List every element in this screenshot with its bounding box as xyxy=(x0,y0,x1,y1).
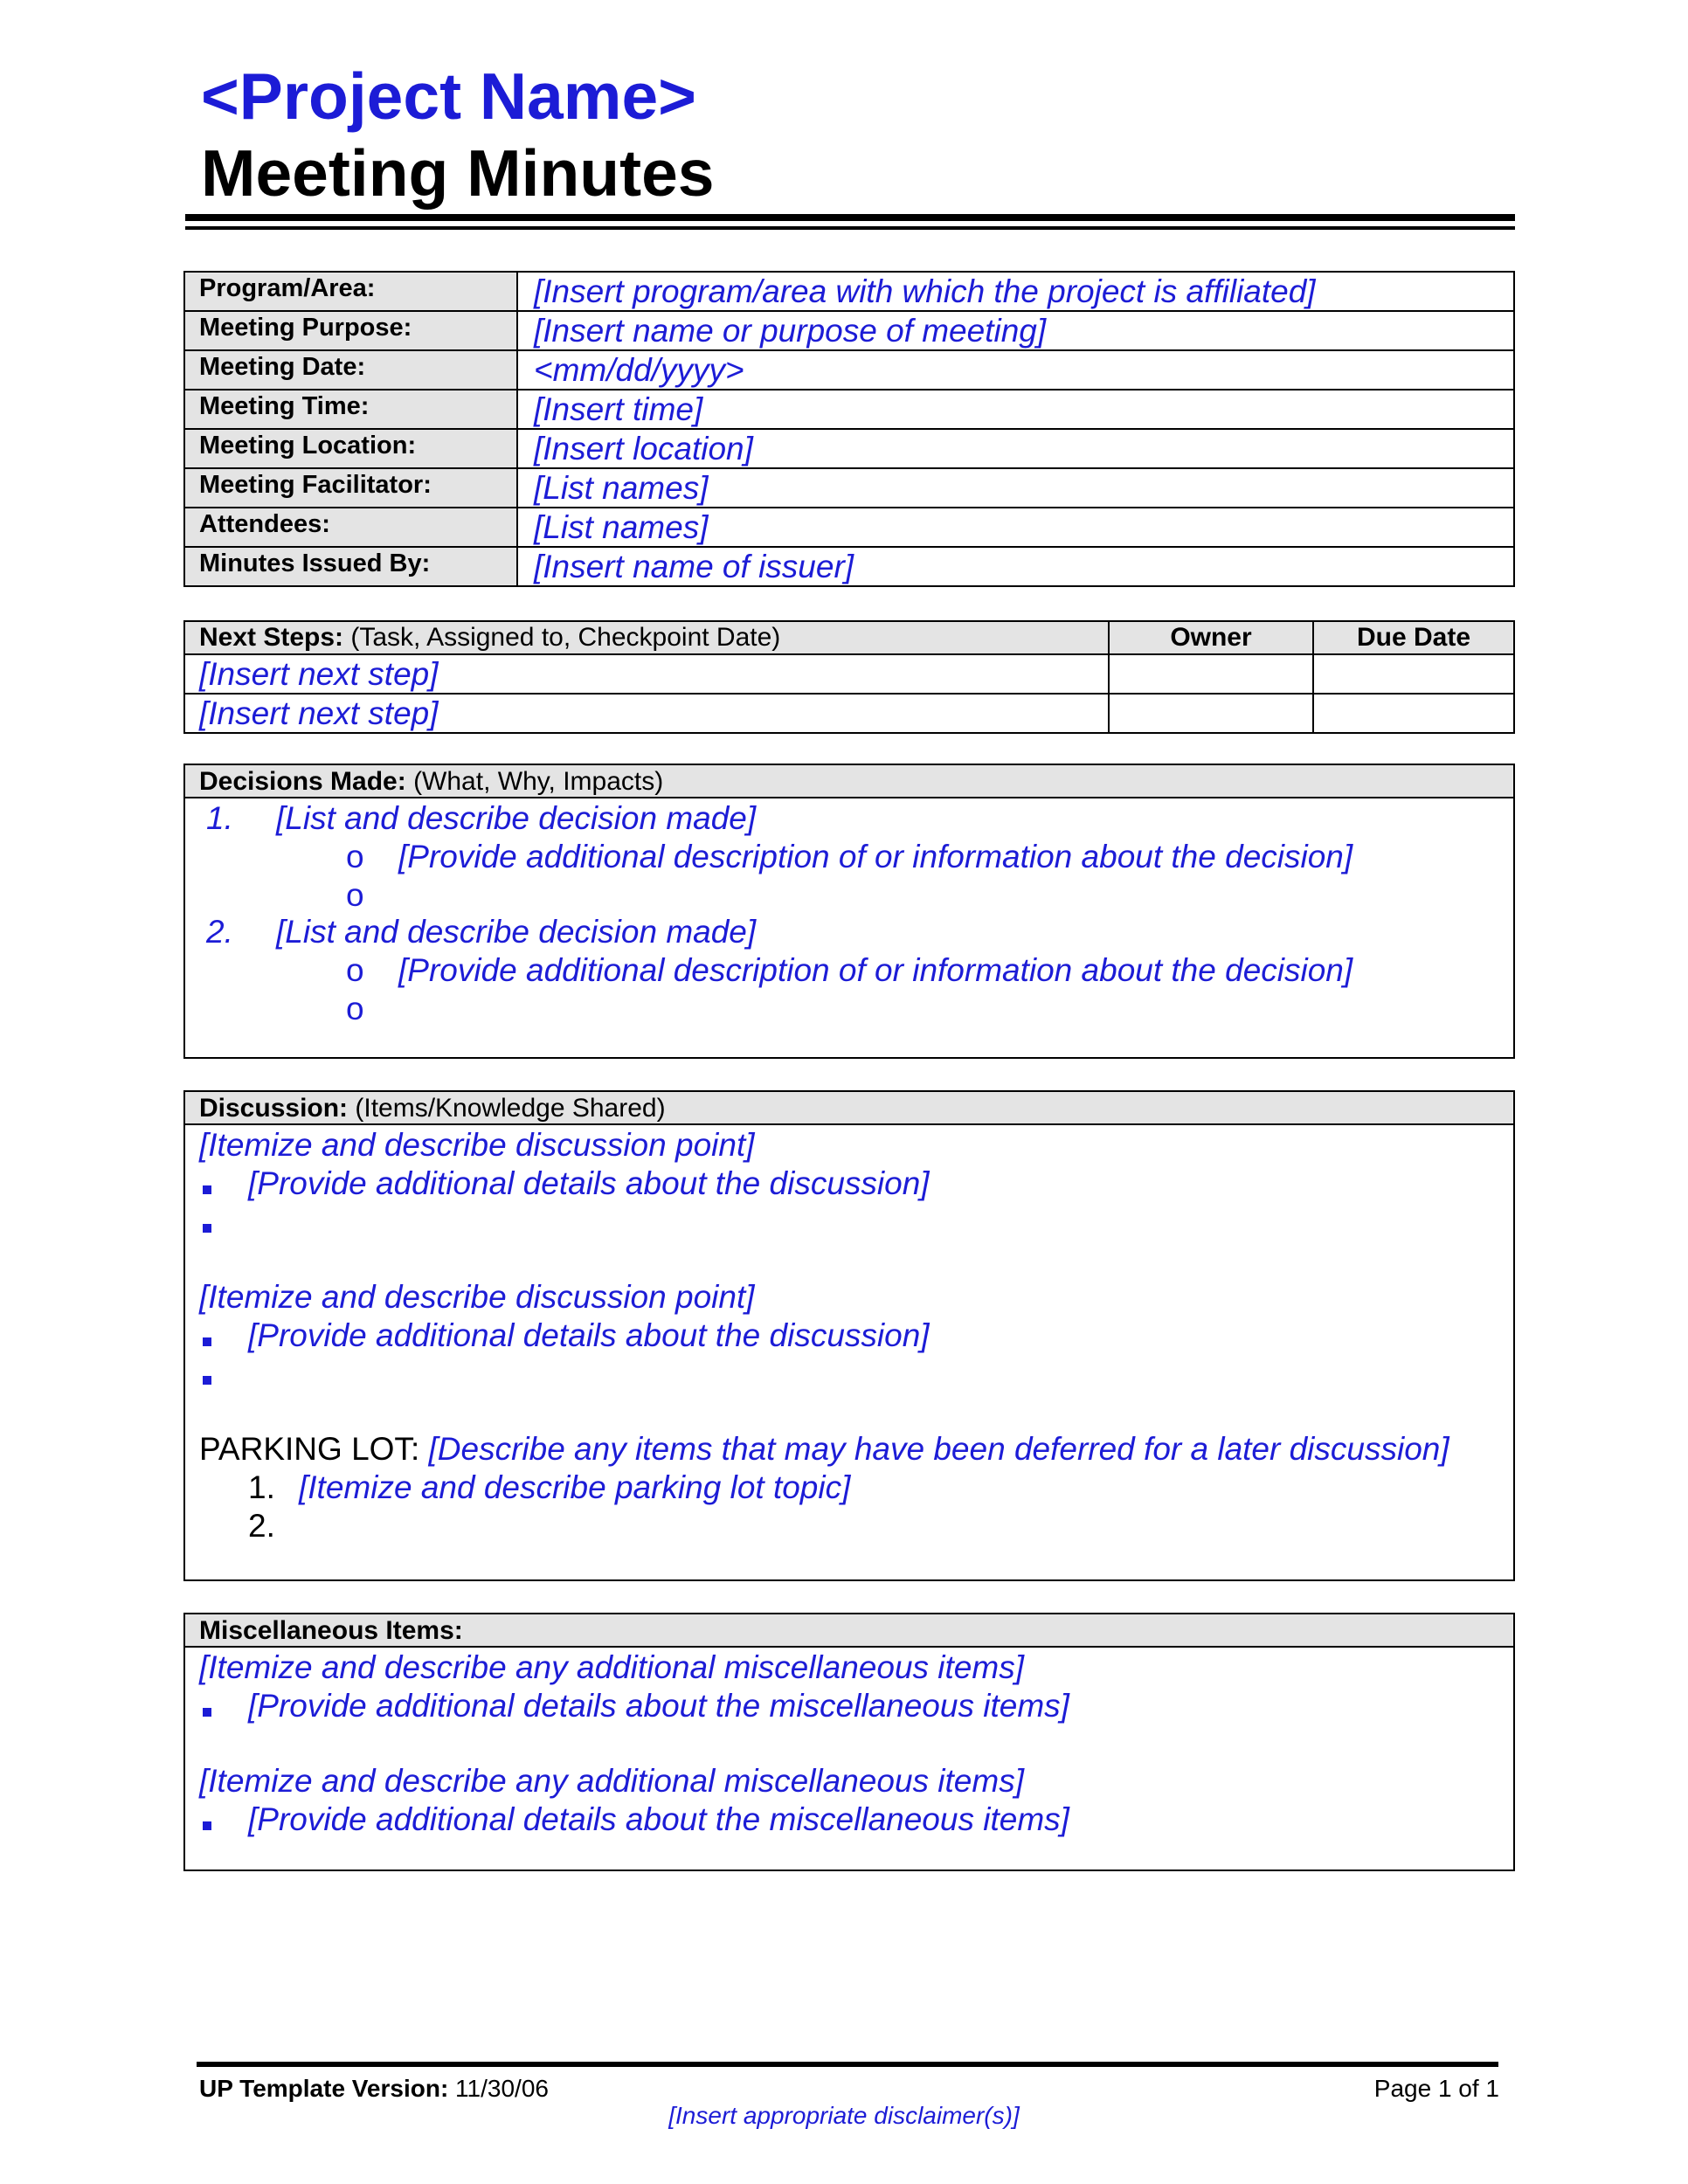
table-row xyxy=(184,694,1514,733)
info-value[interactable]: [Insert name or purpose of meeting] xyxy=(517,311,1514,350)
bullet-square-icon xyxy=(203,1165,211,1202)
info-value[interactable]: [Insert program/area with which the project is affiliated] xyxy=(517,272,1514,311)
info-value[interactable]: [List names] xyxy=(517,508,1514,547)
discussion-heading: Discussion: (Items/Knowledge Shared) xyxy=(185,1092,1513,1125)
info-row xyxy=(184,429,1514,468)
bullet-square-icon xyxy=(203,1317,211,1354)
bullet-circle-icon: o xyxy=(346,952,364,988)
info-row xyxy=(184,468,1514,508)
next-step-cell[interactable]: [Insert next step] xyxy=(184,654,1109,694)
bullet-circle-icon: o xyxy=(346,991,364,1026)
bullet-square-icon xyxy=(203,1801,211,1838)
misc-item[interactable]: [Itemize and describe any additional miscellaneous items] xyxy=(199,1763,1024,1799)
due-date-cell[interactable] xyxy=(1313,654,1514,694)
page-number: Page 1 of 1 xyxy=(1373,2075,1499,2102)
misc-item[interactable]: [Itemize and describe any additional miscellaneous items] xyxy=(199,1649,1024,1685)
discussion-detail[interactable]: [Provide additional details about the discussion] xyxy=(248,1317,930,1353)
info-row xyxy=(184,547,1514,586)
bullet-square-icon xyxy=(203,1688,211,1724)
parking-lot-text[interactable]: [Describe any items that may have been deferred for a later discussion] xyxy=(419,1431,1449,1467)
info-row xyxy=(184,390,1514,429)
meeting-info-table xyxy=(183,271,1515,587)
misc-detail[interactable]: [Provide additional details about the miscellaneous items] xyxy=(248,1688,1069,1724)
misc-section xyxy=(183,1613,1515,1871)
info-value[interactable]: [Insert location] xyxy=(517,429,1514,468)
decisions-heading: Decisions Made: (What, Why, Impacts) xyxy=(185,765,1513,798)
decision-number: 2. xyxy=(206,914,233,950)
template-version: UP Template Version: 11/30/06 xyxy=(199,2075,549,2102)
project-name: <Project Name> xyxy=(201,59,696,133)
next-steps-heading: Next Steps: (Task, Assigned to, Checkpoint Date) xyxy=(184,621,1109,654)
bullet-square-icon xyxy=(203,1356,211,1393)
misc-detail[interactable]: [Provide additional details about the miscellaneous items] xyxy=(248,1801,1069,1837)
parking-number: 1. xyxy=(248,1469,275,1505)
info-row xyxy=(184,508,1514,547)
title-divider xyxy=(185,214,1515,221)
footer-divider xyxy=(197,2062,1498,2067)
info-label: Meeting Facilitator: xyxy=(184,468,517,508)
info-label: Meeting Date: xyxy=(184,350,517,390)
info-label: Meeting Purpose: xyxy=(184,311,517,350)
info-label: Minutes Issued By: xyxy=(184,547,517,586)
parking-lot: PARKING LOT: [Describe any items that may have been deferred for a later discussion] xyxy=(199,1431,1449,1467)
title-divider-thin xyxy=(185,226,1515,230)
info-label: Meeting Time: xyxy=(184,390,517,429)
discussion-point[interactable]: [Itemize and describe discussion point] xyxy=(199,1279,755,1315)
misc-heading: Miscellaneous Items: xyxy=(185,1614,1513,1648)
info-label: Attendees: xyxy=(184,508,517,547)
owner-cell[interactable] xyxy=(1109,654,1313,694)
info-label: Program/Area: xyxy=(184,272,517,311)
info-value[interactable]: [Insert time] xyxy=(517,390,1514,429)
info-row xyxy=(184,350,1514,390)
info-label: Meeting Location: xyxy=(184,429,517,468)
decisions-section xyxy=(183,764,1515,1059)
info-row xyxy=(184,311,1514,350)
decision-number: 1. xyxy=(206,800,233,836)
table-row xyxy=(184,654,1514,694)
parking-item[interactable]: [Itemize and describe parking lot topic] xyxy=(299,1469,851,1505)
info-value[interactable]: <mm/dd/yyyy> xyxy=(517,350,1514,390)
decision-detail[interactable]: [Provide additional description of or information about the decision] xyxy=(398,952,1353,988)
bullet-circle-icon: o xyxy=(346,877,364,913)
parking-lot-label: PARKING LOT xyxy=(199,1431,411,1467)
discussion-point[interactable]: [Itemize and describe discussion point] xyxy=(199,1127,755,1163)
parking-number: 2. xyxy=(248,1508,275,1544)
due-date-cell[interactable] xyxy=(1313,694,1514,733)
decision-text[interactable]: [List and describe decision made] xyxy=(276,914,757,950)
due-date-heading: Due Date xyxy=(1313,621,1514,654)
discussion-section xyxy=(183,1090,1515,1581)
info-value[interactable]: [List names] xyxy=(517,468,1514,508)
bullet-square-icon xyxy=(203,1204,211,1241)
disclaimer[interactable]: [Insert appropriate disclaimer(s)] xyxy=(668,2102,1020,2129)
discussion-detail[interactable]: [Provide additional details about the discussion] xyxy=(248,1165,930,1201)
owner-heading: Owner xyxy=(1109,621,1313,654)
page-title: Meeting Minutes xyxy=(201,136,715,210)
info-value[interactable]: [Insert name of issuer] xyxy=(517,547,1514,586)
next-steps-header xyxy=(184,621,1514,654)
info-row xyxy=(184,272,1514,311)
bullet-circle-icon: o xyxy=(346,839,364,874)
decision-text[interactable]: [List and describe decision made] xyxy=(276,800,757,836)
title-block xyxy=(201,58,715,211)
decision-detail[interactable]: [Provide additional description of or information about the decision] xyxy=(398,839,1353,874)
next-steps-table xyxy=(183,620,1515,734)
next-step-cell[interactable]: [Insert next step] xyxy=(184,694,1109,733)
owner-cell[interactable] xyxy=(1109,694,1313,733)
